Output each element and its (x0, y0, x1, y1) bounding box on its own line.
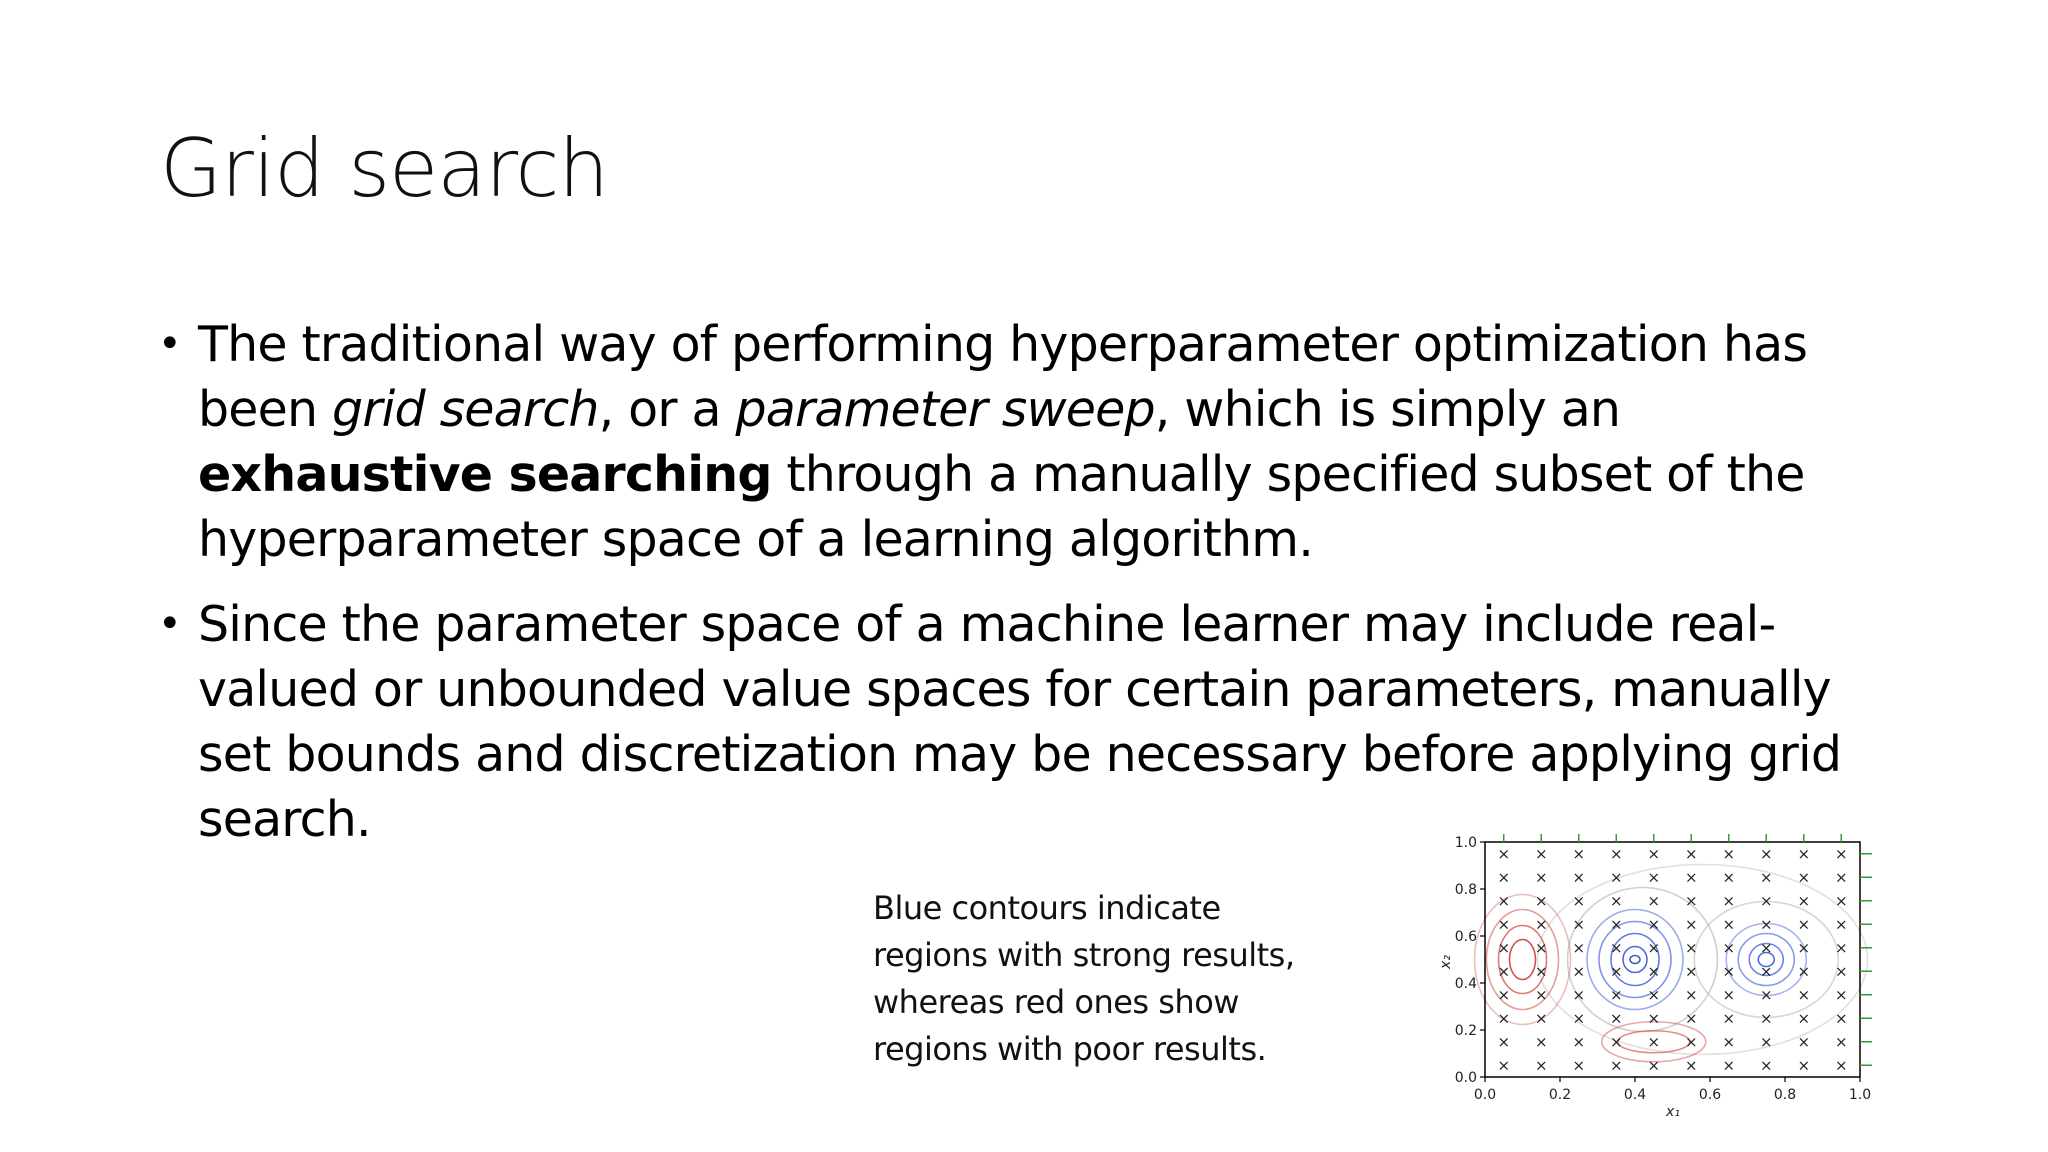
bullet-dot-icon: • (158, 321, 181, 367)
caption-line: regions with strong results, (873, 936, 1295, 974)
grid-point: × (1759, 1009, 1773, 1028)
grid-point: × (1684, 844, 1698, 863)
grid-point: × (1609, 868, 1623, 887)
grid-point: × (1759, 938, 1773, 957)
figure-caption (873, 885, 1295, 1073)
grid-point: × (1534, 868, 1548, 887)
grid-point: × (1722, 915, 1736, 934)
grid-point: × (1722, 868, 1736, 887)
grid-point: × (1797, 1056, 1811, 1075)
grid-point: × (1497, 962, 1511, 981)
y-tick-label: 1.0 (1454, 835, 1477, 851)
grid-point: × (1609, 915, 1623, 934)
grid-point: × (1797, 844, 1811, 863)
grid-point: × (1722, 985, 1736, 1004)
grid-point: × (1647, 891, 1661, 910)
grid-point: × (1797, 985, 1811, 1004)
grid-point: × (1534, 1056, 1548, 1075)
y-tick-label: 0.2 (1454, 1023, 1477, 1039)
grid-point: × (1647, 1032, 1661, 1051)
grid-point: × (1609, 1009, 1623, 1028)
grid-point: × (1759, 868, 1773, 887)
grid-point: × (1497, 844, 1511, 863)
grid-point: × (1497, 891, 1511, 910)
bullet-text (198, 596, 1841, 848)
grid-point: × (1534, 891, 1548, 910)
x-axis-label: x₁ (1666, 1104, 1680, 1120)
grid-point: × (1572, 844, 1586, 863)
contour-strong (1623, 947, 1647, 973)
x-tick-label: 1.0 (1848, 1087, 1872, 1103)
bullet-item (150, 592, 1890, 852)
grid-point: × (1684, 1009, 1698, 1028)
grid-point: × (1834, 962, 1848, 981)
contour-strong (1587, 910, 1683, 1010)
bullet-run: through a manually specified subset of the hyperparameter space of a learning algorithm. (198, 446, 1805, 568)
grid-point: × (1609, 938, 1623, 957)
grid-point: × (1722, 891, 1736, 910)
grid-point: × (1684, 962, 1698, 981)
x-tick-label: 0.0 (1473, 1087, 1497, 1103)
x-tick-label: 0.8 (1773, 1087, 1797, 1103)
grid-point: × (1759, 1056, 1773, 1075)
grid-point: × (1834, 1056, 1848, 1075)
x-tick-label: 0.2 (1548, 1087, 1572, 1103)
bullet-text (198, 316, 1807, 568)
grid-point: × (1497, 938, 1511, 957)
bullet-run: , which is simply an (1154, 381, 1621, 438)
grid-point: × (1497, 1009, 1511, 1028)
grid-point: × (1647, 915, 1661, 934)
grid-point: × (1684, 868, 1698, 887)
grid-point: × (1572, 1032, 1586, 1051)
grid-point: × (1834, 938, 1848, 957)
grid-point: × (1684, 1056, 1698, 1075)
grid-point: × (1609, 1032, 1623, 1051)
grid-point: × (1759, 844, 1773, 863)
grid-point: × (1759, 891, 1773, 910)
grid-point: × (1572, 962, 1586, 981)
contour-poor (1499, 926, 1547, 994)
grid-point: × (1834, 844, 1848, 863)
grid-point: × (1572, 1056, 1586, 1075)
grid-point: × (1684, 938, 1698, 957)
grid-point: × (1684, 1032, 1698, 1051)
grid-point: × (1609, 891, 1623, 910)
grid-point: × (1609, 1056, 1623, 1075)
bullet-run: parameter sweep (735, 381, 1155, 438)
bullet-list (150, 312, 1890, 872)
grid-point: × (1534, 985, 1548, 1004)
grid-point: × (1684, 915, 1698, 934)
grid-point: × (1797, 1009, 1811, 1028)
grid-point: × (1497, 1056, 1511, 1075)
grid-point: × (1572, 891, 1586, 910)
grid-point: × (1797, 868, 1811, 887)
grid-point: × (1834, 868, 1848, 887)
grid-point: × (1534, 1009, 1548, 1028)
bullet-dot-icon: • (158, 601, 181, 647)
grid-point: × (1534, 844, 1548, 863)
grid-point: × (1534, 915, 1548, 934)
grid-point: × (1572, 915, 1586, 934)
caption-line: regions with poor results. (873, 1030, 1267, 1068)
grid-point: × (1609, 985, 1623, 1004)
grid-point: × (1797, 915, 1811, 934)
grid-point: × (1497, 1032, 1511, 1051)
slide-title: Grid search (160, 122, 609, 215)
grid-point: × (1497, 985, 1511, 1004)
grid-point: × (1647, 985, 1661, 1004)
grid-point: × (1647, 962, 1661, 981)
grid-point: × (1572, 868, 1586, 887)
grid-point: × (1722, 938, 1736, 957)
grid-point: × (1797, 1032, 1811, 1051)
grid-point: × (1797, 891, 1811, 910)
grid-point: × (1834, 985, 1848, 1004)
bullet-run: Since the parameter space of a machine learner may include real-valued or unbounded value spaces for certain parameters, manually set bounds and discretization may be necessary before applying grid search. (198, 596, 1842, 848)
grid-point: × (1572, 1009, 1586, 1028)
grid-point: × (1759, 915, 1773, 934)
y-tick-label: 0.6 (1454, 929, 1477, 945)
contour-poor (1475, 895, 1571, 1028)
grid-point: × (1609, 844, 1623, 863)
grid-point: × (1647, 868, 1661, 887)
contour-poor (1510, 940, 1536, 980)
bullet-run: grid search (332, 381, 599, 438)
bullet-run: exhaustive searching (198, 446, 772, 503)
grid-point: × (1834, 1032, 1848, 1051)
bullet-run: The traditional way of performing hyperparameter optimization has been (198, 316, 1808, 438)
grid-point: × (1534, 1032, 1548, 1051)
grid-point: × (1684, 985, 1698, 1004)
bullet-item (150, 312, 1890, 572)
grid-point: × (1759, 1032, 1773, 1051)
grid-point: × (1572, 938, 1586, 957)
y-tick-label: 0.4 (1454, 976, 1477, 992)
x-tick-label: 0.6 (1698, 1087, 1722, 1103)
grid-point: × (1647, 938, 1661, 957)
grid-point: × (1647, 844, 1661, 863)
grid-point: × (1834, 915, 1848, 934)
grid-point: × (1534, 962, 1548, 981)
grid-point: × (1834, 891, 1848, 910)
grid-point: × (1797, 962, 1811, 981)
grid-point: × (1534, 938, 1548, 957)
grid-point: × (1834, 1009, 1848, 1028)
grid-point: × (1647, 1009, 1661, 1028)
y-tick-label: 0.0 (1454, 1070, 1477, 1086)
contour-strong (1630, 956, 1640, 964)
grid-point: × (1609, 962, 1623, 981)
grid-point: × (1722, 844, 1736, 863)
caption-line: whereas red ones show (873, 983, 1239, 1021)
grid-search-chart (1430, 832, 1890, 1122)
grid-point: × (1722, 1009, 1736, 1028)
bullet-run: , or a (598, 381, 736, 438)
y-axis-label: x₂ (1438, 955, 1454, 969)
grid-point: × (1497, 868, 1511, 887)
x-tick-label: 0.4 (1623, 1087, 1647, 1103)
grid-point: × (1722, 962, 1736, 981)
grid-point: × (1759, 962, 1773, 981)
grid-point: × (1572, 985, 1586, 1004)
grid-point: × (1684, 891, 1698, 910)
grid-point: × (1722, 1056, 1736, 1075)
caption-line: Blue contours indicate (873, 889, 1221, 927)
grid-point: × (1797, 938, 1811, 957)
grid-point: × (1759, 985, 1773, 1004)
grid-point: × (1647, 1056, 1661, 1075)
y-tick-label: 0.8 (1454, 882, 1477, 898)
grid-point: × (1497, 915, 1511, 934)
grid-point: × (1722, 1032, 1736, 1051)
